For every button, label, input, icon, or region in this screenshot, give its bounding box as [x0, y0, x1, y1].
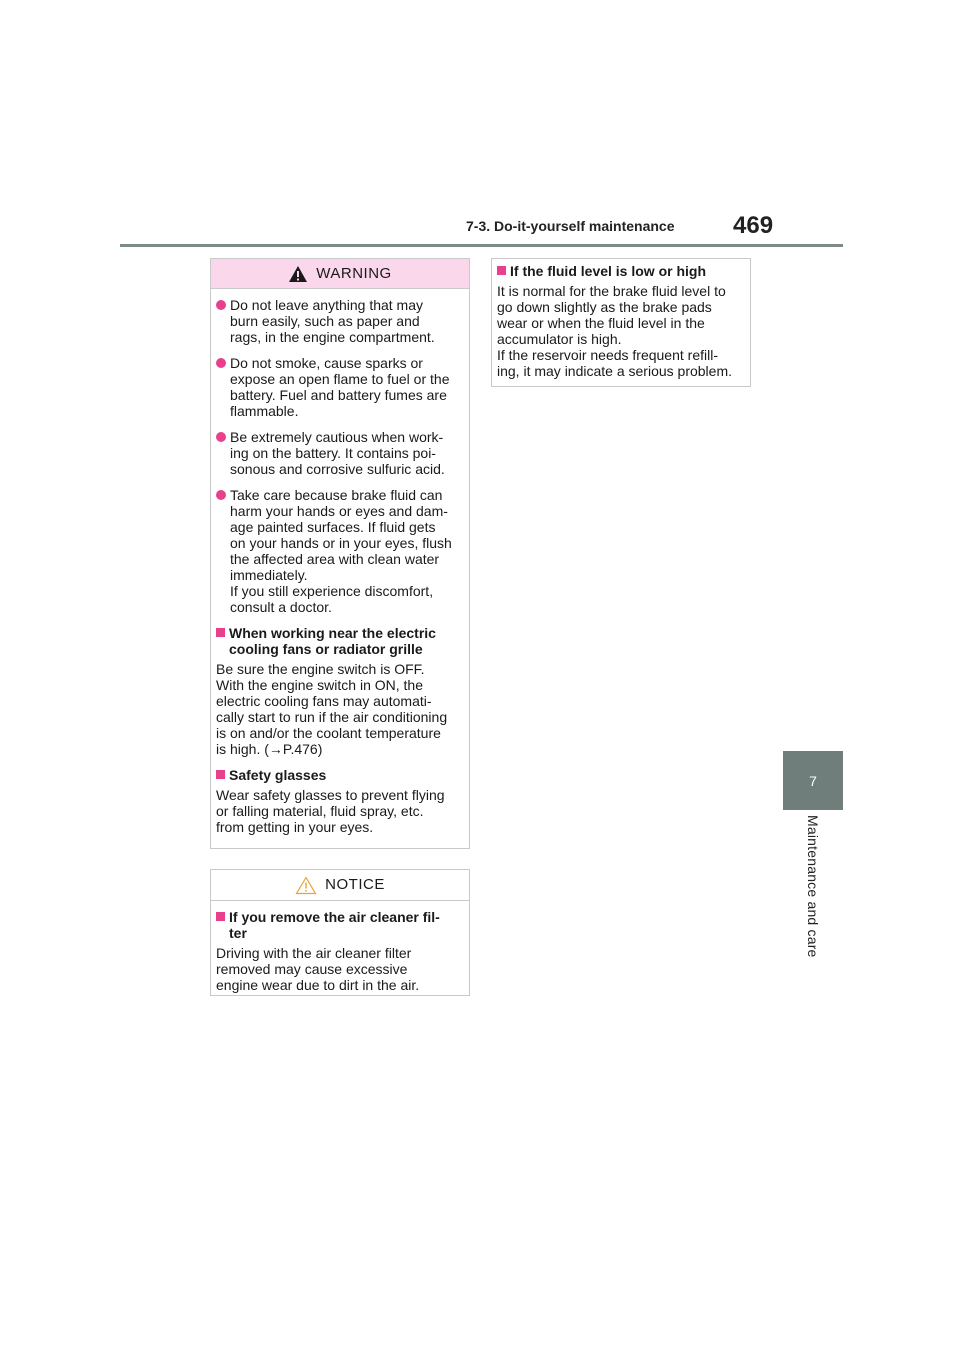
page-number: 469 [733, 212, 774, 239]
subsection-body [216, 945, 464, 993]
caution-triangle-icon [295, 876, 317, 895]
text-line: Driving with the air cleaner filter [216, 945, 412, 961]
subsection-heading [216, 767, 464, 783]
notice-title: NOTICE [325, 876, 385, 893]
chapter-title: Maintenance and care [805, 815, 821, 958]
text-line: ing, it may indicate a serious problem. [497, 363, 732, 379]
bullet-dot-icon [216, 490, 226, 500]
chapter-tab [783, 751, 843, 810]
text-line: age painted surfaces. If fluid gets [230, 519, 436, 535]
text-line: When working near the electric [229, 625, 436, 641]
square-bullet-icon [497, 266, 506, 275]
text-line: If the reservoir needs frequent refill- [497, 347, 718, 363]
text-line: cally start to run if the air conditioning [216, 709, 448, 725]
text-line: engine wear due to dirt in the air. [216, 977, 420, 993]
square-bullet-icon [216, 628, 225, 637]
square-bullet-icon [216, 770, 225, 779]
text-line: Wear safety glasses to prevent flying [216, 787, 445, 803]
text-line: from getting in your eyes. [216, 819, 374, 835]
text-line: Be extremely cautious when work- [230, 429, 444, 445]
text-line: removed may cause excessive [216, 961, 408, 977]
subsection-heading [497, 263, 745, 279]
text-line: on your hands or in your eyes, flush [230, 535, 452, 551]
text-line: burn easily, such as paper and [230, 313, 420, 329]
subsection-body [497, 283, 745, 379]
text-line: If the fluid level is low or high [510, 263, 707, 279]
text-line: electric cooling fans may automati- [216, 693, 432, 709]
text-line: If you still experience discomfort, [230, 583, 434, 599]
text-line: consult a doctor. [230, 599, 332, 615]
text-line: or falling material, fluid spray, etc. [216, 803, 424, 819]
fluid-level-box [491, 258, 751, 387]
text-line: If you remove the air cleaner fil- [229, 909, 440, 925]
subsection-body [216, 661, 464, 757]
text-line: ter [229, 925, 247, 941]
text-line: the affected area with clean water [230, 551, 440, 567]
text-line: rags, in the engine compartment. [230, 329, 435, 345]
text-line: With the engine switch in ON, the [216, 677, 423, 693]
text-line: Do not leave anything that may [230, 297, 424, 313]
chapter-number: 7 [809, 772, 817, 789]
notice-body [211, 901, 469, 993]
warning-body [211, 289, 469, 835]
warning-triangle-icon [288, 265, 308, 283]
notice-header [211, 870, 469, 901]
warning-header [211, 259, 469, 289]
text-line: immediately. [230, 567, 308, 583]
bullet-dot-icon [216, 358, 226, 368]
text-line: Do not smoke, cause sparks or [230, 355, 423, 371]
text-line: battery. Fuel and battery fumes are [230, 387, 447, 403]
subsection-heading [216, 625, 464, 657]
section-title: 7-3. Do-it-yourself maintenance [466, 218, 675, 234]
bullet-dot-icon [216, 432, 226, 442]
text-line: is on and/or the coolant temperature [216, 725, 441, 741]
text-line: sonous and corrosive sulfuric acid. [230, 461, 445, 477]
bullet-dot-icon [216, 300, 226, 310]
text-line: go down slightly as the brake pads [497, 299, 712, 315]
text-line: harm your hands or eyes and dam- [230, 503, 448, 519]
text-line: expose an open flame to fuel or the [230, 371, 450, 387]
warning-bullet [216, 487, 464, 615]
text-line: Be sure the engine switch is OFF. [216, 661, 425, 677]
info-body [492, 259, 750, 379]
warning-bullet [216, 355, 464, 419]
notice-box [210, 869, 470, 996]
warning-bullet [216, 297, 464, 345]
text-line: Safety glasses [229, 767, 327, 783]
text-line: flammable. [230, 403, 299, 419]
text-line: Take care because brake fluid can [230, 487, 443, 503]
warning-title: WARNING [316, 264, 392, 282]
warning-bullet [216, 429, 464, 477]
subsection-body [216, 787, 464, 835]
subsection-heading [216, 909, 464, 941]
text-line: It is normal for the brake fluid level to [497, 283, 726, 299]
square-bullet-icon [216, 912, 225, 921]
text-line: ing on the battery. It contains poi- [230, 445, 436, 461]
chapter-label [783, 815, 843, 985]
warning-box [210, 258, 470, 849]
page-reference-link[interactable]: is high. (→P.476) [216, 741, 323, 757]
text-line: accumulator is high. [497, 331, 622, 347]
text-line: cooling fans or radiator grille [229, 641, 423, 657]
header-rule [120, 244, 843, 247]
text-line: wear or when the fluid level in the [497, 315, 705, 331]
